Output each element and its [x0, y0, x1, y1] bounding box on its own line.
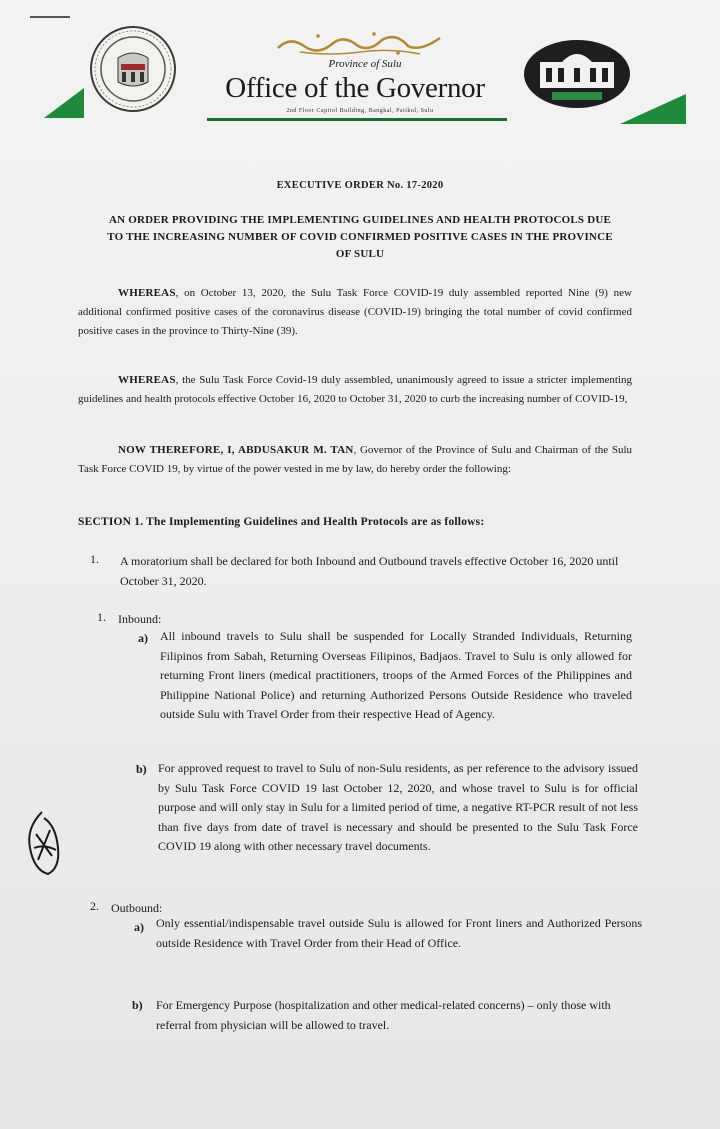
whereas-clause-1 — [78, 284, 632, 341]
whereas-text: , the Sulu Task Force Covid-19 duly assembled, unanimously agreed to issue a stricter implementing guidelines and health protocols effective October 16, 2020 to October 31, 2020 to curb the increasing number of COVID-19, — [78, 374, 632, 405]
whereas-clause-2 — [78, 371, 632, 409]
margin-mark — [30, 16, 70, 18]
now-therefore-text: , Governor of the Province of Sulu and Chairman of the Sulu Task Force COVID 19, by virtue of the power vested in me by law, do hereby order the following: — [78, 444, 632, 475]
whereas-lead: WHEREAS — [118, 287, 176, 299]
inbound-label: Inbound: — [118, 612, 162, 626]
now-therefore-lead: NOW THEREFORE, I, ABDUSAKUR M. TAN — [118, 444, 354, 456]
arabic-calligraphy-icon — [270, 28, 450, 58]
outbound-a-text: Only essential/indispensable travel outside Sulu is allowed for Front liners and Authorized Persons outside Residence with Travel Order from their Head of Office. — [156, 916, 642, 950]
executive-order-number: EXECUTIVE ORDER No. 17-2020 — [276, 180, 444, 191]
item-number: 1. — [90, 552, 99, 566]
province-seal-icon — [88, 24, 178, 114]
moratorium-text: A moratorium shall be declared for both Inbound and Outbound travels effective October 16, 2020 until October 31, 2020. — [120, 554, 619, 588]
whereas-text: , on October 13, 2020, the Sulu Task Force COVID-19 duly assembled reported Nine (9) new additional confirmed positive cases of the coronavirus disease (COVID-19) bringing the total number of covid confirmed positive cases in the province to Thirty-Nine (39). — [78, 287, 632, 337]
outbound-a-label: a) — [134, 920, 144, 934]
inbound-a-text: All inbound travels to Sulu shall be suspended for Locally Stranded Individuals, Returning Filipinos from Sabah, Returning Overseas Filipinos, Badjaos. Travel to Sulu is only allowed for returning Front liners (medical practitioners, troops of the Armed Forces of the Philippines and Philippine National Police) and returning Authorized Persons Outside Residence who traveled outside Sulu with Travel Order from their respective Head of Agency. — [160, 629, 632, 721]
capitol-logo-icon — [522, 38, 632, 110]
inbound-b-label: b) — [136, 762, 147, 776]
initials-signature-icon — [22, 808, 66, 880]
now-therefore-clause — [78, 441, 632, 479]
outbound-b-label: b) — [132, 998, 143, 1012]
section-heading: SECTION 1. The Implementing Guidelines and Health Protocols are as follows: — [78, 516, 485, 528]
order-title: AN ORDER PROVIDING THE IMPLEMENTING GUIDELINES AND HEALTH PROTOCOLS DUE TO THE INCREASING NUMBER OF COVID CONFIRMED POSITIVE CASES IN THE PROVINCE OF SULU — [107, 214, 613, 260]
inbound-a-label: a) — [138, 631, 148, 645]
green-accent-left — [44, 88, 84, 118]
inbound-b-text: For approved request to travel to Sulu of non-Sulu residents, as per reference to the advisory issued by Sulu Task Force COVID 19 last October 12, 2020, and whose travel to Sulu is for official purpose and will only stay in Sulu for a limited period of time, a negative RT-PCR result of not less than five days from date of travel is necessary and should be presented to the Sulu Task Force COVID 19 along with other necessary travel documents. — [158, 761, 638, 853]
inbound-number: 1. — [97, 610, 106, 624]
province-label: Province of Sulu — [328, 58, 402, 70]
outbound-number: 2. — [90, 899, 99, 913]
header-rule — [207, 118, 507, 121]
outbound-b-text: For Emergency Purpose (hospitalization and other medical-related concerns) – only those with referral from physician will be allowed to travel. — [156, 998, 611, 1032]
green-accent-right — [620, 94, 686, 124]
whereas-lead: WHEREAS — [118, 374, 176, 386]
office-title: Office of the Governor — [225, 72, 485, 104]
outbound-label: Outbound: — [111, 901, 163, 915]
office-address: 2nd Floor Capitol Building, Bangkal, Patikul, Sulu — [286, 108, 434, 114]
